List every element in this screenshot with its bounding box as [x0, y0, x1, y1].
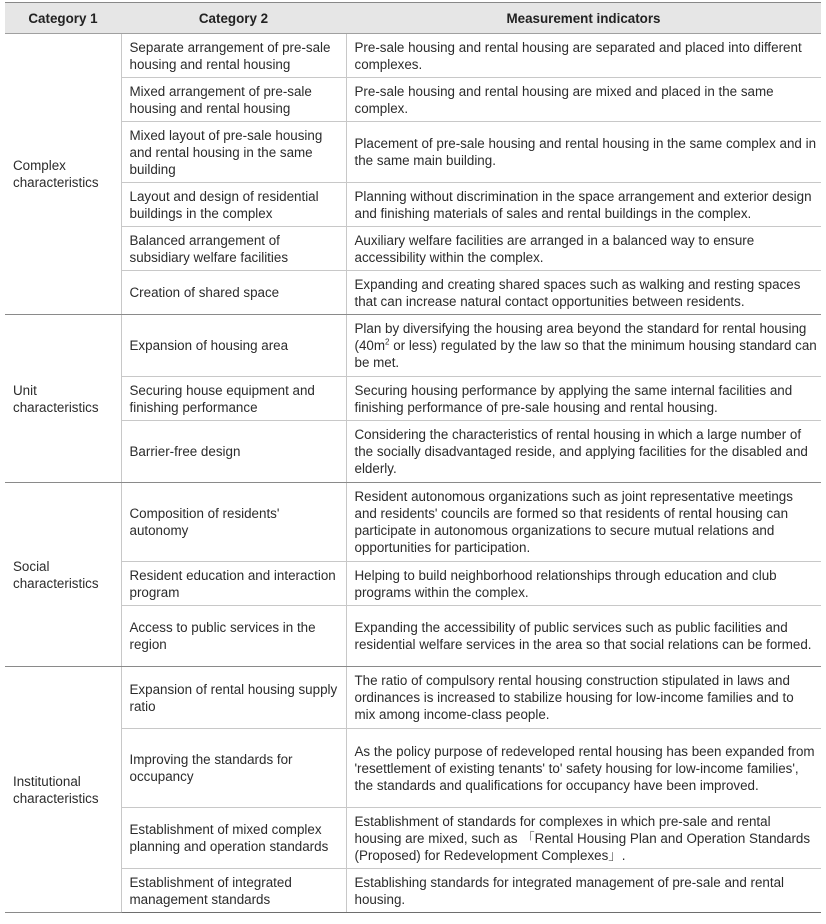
indicator-cell: Pre-sale housing and rental housing are separated and placed into different complexes. [346, 34, 821, 78]
category2-cell: Balanced arrangement of subsidiary welfare facilities [121, 227, 346, 271]
indicator-cell: Securing housing performance by applying the same internal facilities and finishing performance of pre-sale housing and rental housing. [346, 377, 821, 421]
table-row [5, 122, 821, 183]
table-row [5, 869, 821, 913]
table-row [5, 271, 821, 315]
category2-cell: Establishment of integrated management standards [121, 869, 346, 913]
indicator-cell: Pre-sale housing and rental housing are mixed and placed in the same complex. [346, 78, 821, 122]
indicator-cell: The ratio of compulsory rental housing construction stipulated in laws and ordinances is increased to stabilize housing for low-income families and to mix among income-class people. [346, 667, 821, 729]
table-row [5, 34, 821, 78]
header-category-2: Category 2 [121, 3, 346, 34]
indicator-cell: Planning without discrimination in the space arrangement and exterior design and finishing materials of sales and rental buildings in the complex. [346, 183, 821, 227]
table-row [5, 227, 821, 271]
table-row [5, 606, 821, 667]
indicator-cell: Establishment of standards for complexes in which pre-sale and rental housing are mixed, such as 「Rental Housing Plan and Operation Standards (Proposed) for Redevelopment Complexes」. [346, 808, 821, 869]
category2-cell: Securing house equipment and finishing performance [121, 377, 346, 421]
table-body [5, 34, 821, 913]
indicator-cell: Auxiliary welfare facilities are arranged in a balanced way to ensure accessibility within the complex. [346, 227, 821, 271]
header-measurement-indicators: Measurement indicators [346, 3, 821, 34]
table-row [5, 78, 821, 122]
indicator-text-part: or less) regulated by the law so that the minimum housing standard can be met. [354, 338, 817, 370]
table-row [5, 377, 821, 421]
category1-unit-characteristics: Unit characteristics [5, 315, 121, 483]
table-row [5, 421, 821, 483]
category1-social-characteristics: Social characteristics [5, 483, 121, 667]
indicator-cell: Establishing standards for integrated management of pre-sale and rental housing. [346, 869, 821, 913]
table-header [5, 3, 821, 34]
indicator-cell: Placement of pre-sale housing and rental housing in the same complex and in the same main building. [346, 122, 821, 183]
indicator-cell: As the policy purpose of redeveloped rental housing has been expanded from 'resettlement of existing tenants' to' safety housing for low-income families', the standards and qualifications for occupancy have been improved. [346, 729, 821, 808]
table-row [5, 315, 821, 377]
measurement-indicators-table [5, 2, 821, 913]
category1-institutional-characteristics: Institutional characteristics [5, 667, 121, 913]
category1-complex-characteristics: Complex characteristics [5, 34, 121, 315]
table-row [5, 667, 821, 729]
category2-cell: Layout and design of residential buildings in the complex [121, 183, 346, 227]
category2-cell: Mixed layout of pre-sale housing and rental housing in the same building [121, 122, 346, 183]
table-row [5, 483, 821, 562]
category2-cell: Improving the standards for occupancy [121, 729, 346, 808]
header-row [5, 3, 821, 34]
category2-cell: Mixed arrangement of pre-sale housing and rental housing [121, 78, 346, 122]
header-category-1: Category 1 [5, 3, 121, 34]
indicator-cell: Expanding the accessibility of public services such as public facilities and residential welfare services in the area so that social relations can be formed. [346, 606, 821, 667]
table-row [5, 729, 821, 808]
category2-cell: Creation of shared space [121, 271, 346, 315]
category2-cell: Composition of residents' autonomy [121, 483, 346, 562]
category2-cell: Expansion of rental housing supply ratio [121, 667, 346, 729]
indicator-cell: Considering the characteristics of rental housing in which a large number of the socially disadvantaged reside, and applying facilities for the disabled and elderly. [346, 421, 821, 483]
category2-cell: Resident education and interaction program [121, 562, 346, 606]
table-row [5, 562, 821, 606]
indicator-cell: Expanding and creating shared spaces such as walking and resting spaces that can increase natural contact opportunities between residents. [346, 271, 821, 315]
category2-cell: Establishment of mixed complex planning and operation standards [121, 808, 346, 869]
category2-cell: Separate arrangement of pre-sale housing and rental housing [121, 34, 346, 78]
category2-cell: Access to public services in the region [121, 606, 346, 667]
table-row [5, 183, 821, 227]
indicator-text-part: Plan by diversifying the housing area beyond the standard for rental housing (40m [354, 321, 807, 353]
table-row [5, 808, 821, 869]
category2-cell: Barrier-free design [121, 421, 346, 483]
superscript-2: 2 [385, 337, 390, 347]
indicator-cell [346, 315, 821, 377]
indicator-cell: Helping to build neighborhood relationships through education and club programs within the complex. [346, 562, 821, 606]
category2-cell: Expansion of housing area [121, 315, 346, 377]
indicator-cell: Resident autonomous organizations such as joint representative meetings and residents' councils are formed so that residents of rental housing can participate in autonomous organizations to secure mutual relations and opportunities for participation. [346, 483, 821, 562]
indicator-table-container [5, 2, 821, 913]
